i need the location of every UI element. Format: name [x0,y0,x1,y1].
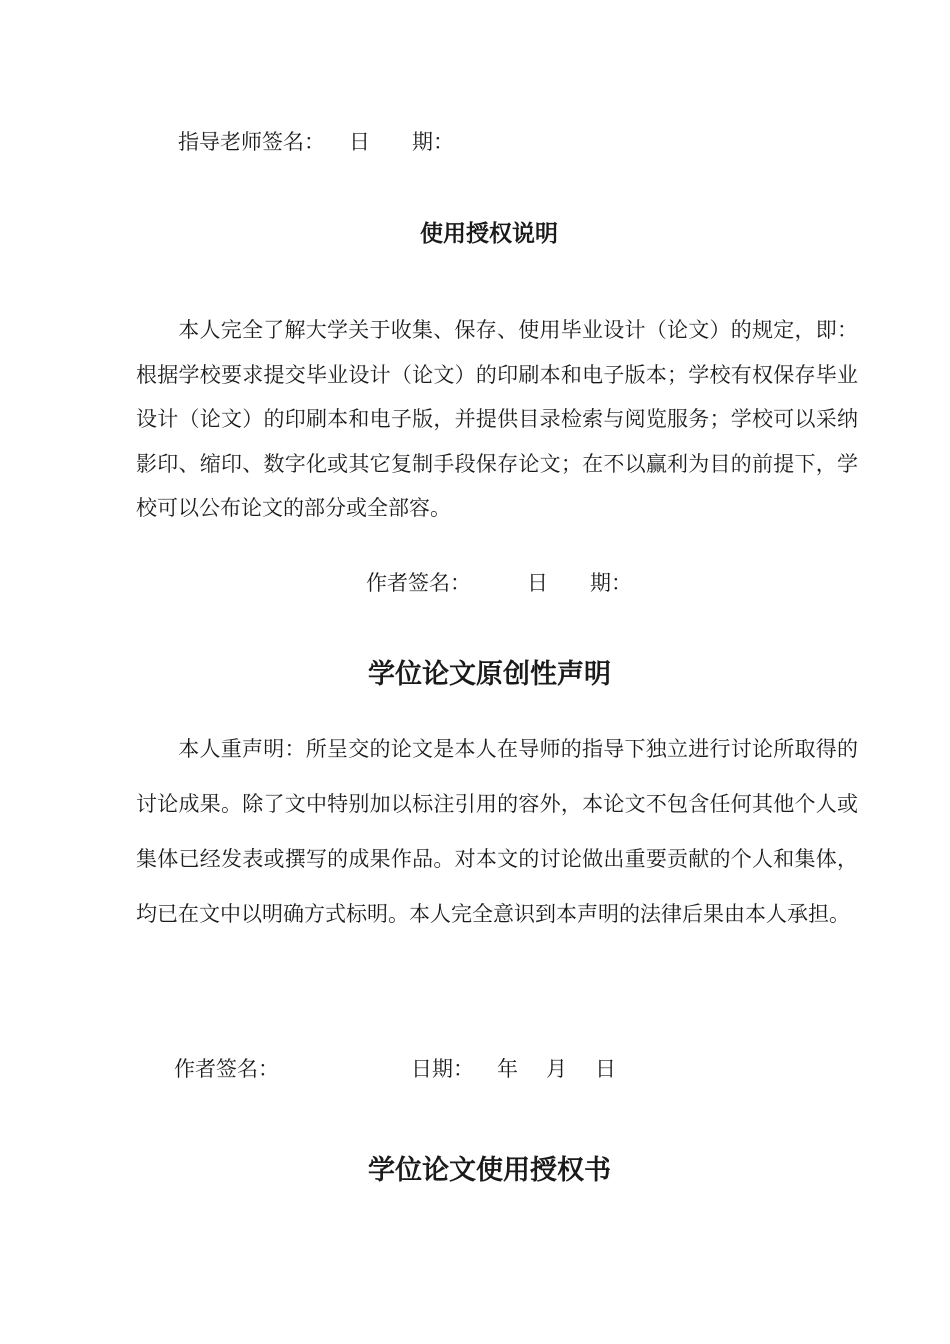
originality-month-label: 月 [546,1057,567,1081]
originality-date-label: 日期： [411,1057,474,1081]
advisor-date-label: 日 期： [349,130,454,154]
usage-authorization-title: 学位论文使用授权书 [368,1155,611,1186]
authorization-note-title: 使用授权说明 [420,221,558,247]
author-signature-label: 作者签名： [366,571,471,595]
advisor-signature-label: 指导老师签名： [178,130,325,154]
originality-statement-title: 学位论文原创性声明 [368,659,611,690]
originality-day-label: 日 [595,1057,616,1081]
originality-author-signature-label: 作者签名： [174,1057,279,1081]
author-date-label: 日 期： [527,571,632,595]
originality-year-label: 年 [497,1057,518,1081]
originality-statement-body: 本人重声明：所呈交的论文是本人在导师的指导下独立进行讨论所取得的讨论成果。除了文中特别加以标注引用的容外，本论文不包含任何其他个人或集体已经发表或撰写的成果作品。对本文的讨论做出重要贡献的个人和集体，均已在文中以明确方式标明。本人完全意识到本声明的法律后果由本人承担。 [136,737,858,926]
authorization-note-body: 本人完全了解大学关于收集、保存、使用毕业设计（论文）的规定，即：根据学校要求提交毕业设计（论文）的印刷本和电子版本；学校有权保存毕业设计（论文）的印刷本和电子版，并提供目录检索与阅览服务；学校可以采纳影印、缩印、数字化或其它复制手段保存论文；在不以赢利为目的前提下，学校可以公布论文的部分或全部容。 [136,318,858,520]
